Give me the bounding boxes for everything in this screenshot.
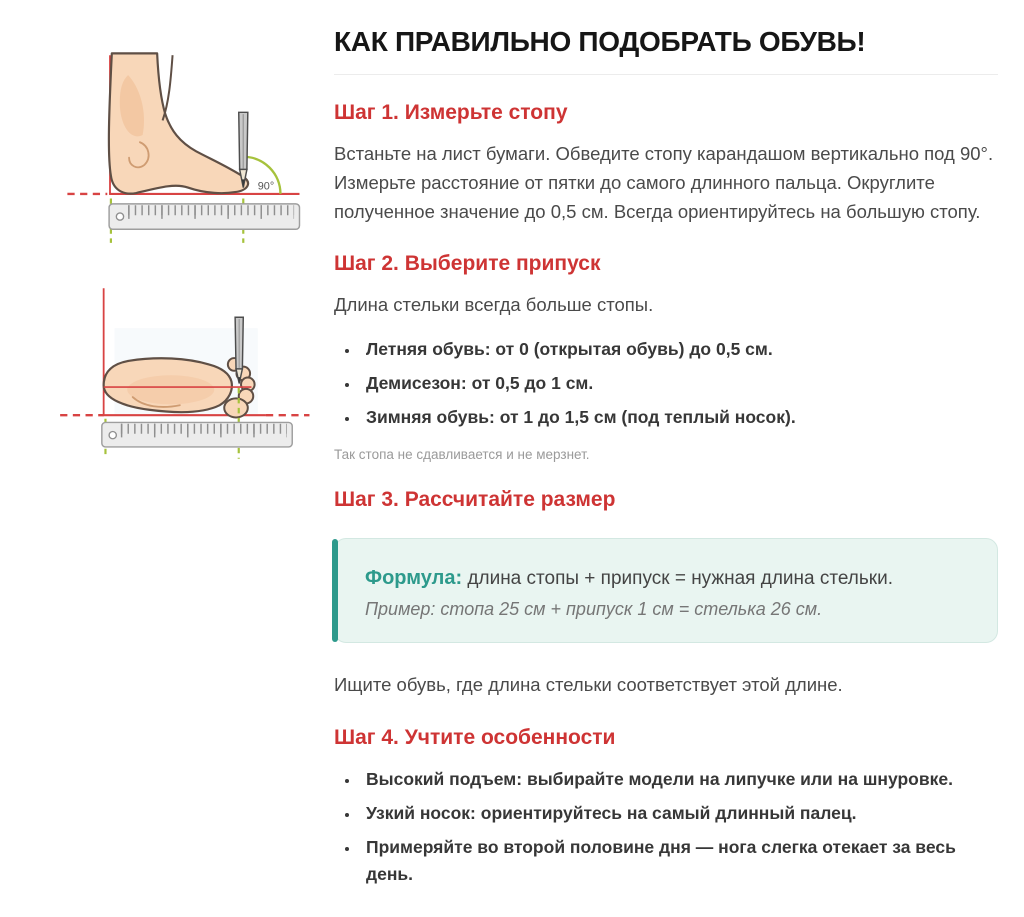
formula-line — [365, 563, 969, 594]
foot-top-view-icon — [42, 281, 314, 464]
step-3-paragraph: Ищите обувь, где длина стельки соответствует этой длине. — [334, 674, 843, 696]
list-item: • Примеряйте во второй половине дня — нога слегка отекает за весь день. — [360, 834, 984, 887]
step-4-heading: Шаг 4. Учтите особенности — [334, 725, 616, 749]
illustration-column — [42, 22, 314, 465]
article-content — [334, 22, 998, 897]
step-1-heading: Шаг 1. Измерьте стопу — [334, 101, 568, 125]
pencil-icon — [235, 318, 243, 384]
features-list — [334, 766, 984, 887]
formula-label: Формула: — [365, 566, 463, 589]
foot-side-measurement-illustration — [42, 28, 314, 247]
step-2-section — [334, 252, 998, 461]
formula-example: Пример: стопа 25 см + припуск 1 см = стелька 26 см. — [365, 599, 823, 620]
list-item: • Высокий подъем: выбирайте модели на липучке или на шнуровке. — [360, 766, 984, 792]
allowance-list — [334, 336, 984, 431]
step-2-intro: Длина стельки всегда больше стопы. — [334, 294, 654, 316]
foot-side-view-icon — [42, 28, 314, 247]
ruler-icon — [102, 423, 292, 447]
step-1-paragraph: Встаньте на лист бумаги. Обведите стопу карандашом вертикально под 90°. Измерьте расстояние от пятки до самого длинного пальца. Округлите полученное значение до 0,5 см. Всегда ориентируйтесь на большую стопу. — [334, 143, 994, 222]
list-item: • Демисезон: от 0,5 до 1 см. — [360, 370, 984, 396]
list-item: • Летняя обувь: от 0 (открытая обувь) до 0,5 см. — [360, 336, 984, 362]
formula-callout — [334, 538, 998, 644]
step-3-section — [334, 488, 998, 700]
list-item: • Зимняя обувь: от 1 до 1,5 см (под теплый носок). — [360, 404, 984, 430]
ruler-icon — [109, 204, 299, 229]
step-2-heading: Шаг 2. Выберите припуск — [334, 252, 601, 276]
step-2-note: Так стопа не сдавливается и не мерзнет. — [334, 446, 590, 462]
step-3-heading: Шаг 3. Рассчитайте размер — [334, 487, 616, 511]
page-title: КАК ПРАВИЛЬНО ПОДОБРАТЬ ОБУВЬ! — [334, 26, 998, 75]
formula-text: длина стопы + припуск = нужная длина стельки. — [467, 567, 893, 589]
step-4-section — [334, 726, 998, 887]
step-1-section — [334, 101, 998, 226]
list-item: • Узкий носок: ориентируйтесь на самый длинный палец. — [360, 800, 984, 826]
foot-top-measurement-illustration — [42, 281, 314, 464]
angle-label: 90° — [257, 180, 275, 193]
